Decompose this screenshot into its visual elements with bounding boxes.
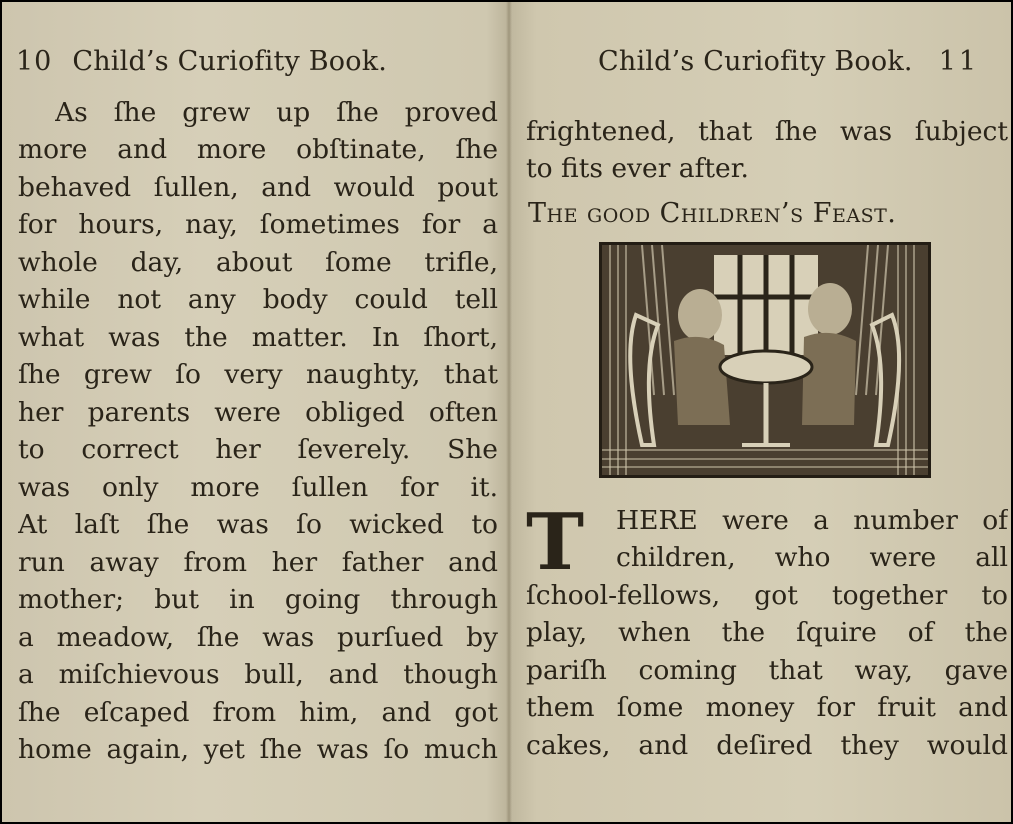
text-line: ſchool-fellows, got together to bbox=[526, 580, 1008, 611]
text-line: was only more ſullen for it. bbox=[18, 472, 498, 503]
text-line: As ſhe grew up ſhe proved bbox=[55, 97, 498, 128]
left-running-head bbox=[16, 46, 387, 77]
section-title: The good Children’s Feast. bbox=[528, 198, 897, 229]
text-line: HERE were a number of bbox=[616, 505, 1008, 536]
left-running-title: Child’s Curiofity Book. bbox=[72, 46, 388, 77]
text-line: behaved ſullen, and would pout bbox=[18, 172, 498, 203]
drop-cap: T bbox=[526, 497, 585, 588]
text-line: to fits ever after. bbox=[526, 153, 749, 184]
right-running-title: Child’s Curiofity Book. bbox=[598, 46, 913, 77]
text-line: while not any body could tell bbox=[18, 284, 498, 315]
text-line: for hours, nay, ſometimes for a bbox=[18, 209, 498, 240]
right-running-head bbox=[598, 46, 979, 77]
text-line: them ſome money for fruit and bbox=[526, 692, 1008, 723]
text-line: home again, yet ſhe was ſo much bbox=[18, 734, 498, 765]
text-line: children, who were all bbox=[616, 542, 1008, 573]
text-line: pariſh coming that way, gave bbox=[526, 655, 1008, 686]
left-page-number: 10 bbox=[16, 46, 53, 77]
text-line: a meadow, ſhe was purſued by bbox=[18, 622, 498, 653]
text-line: what was the matter. In ſhort, bbox=[18, 322, 498, 353]
woodcut-image bbox=[602, 245, 928, 475]
text-line: cakes, and deſired they would bbox=[526, 730, 1008, 761]
text-line: her parents were obliged often bbox=[18, 397, 498, 428]
left-page bbox=[2, 2, 506, 822]
right-page bbox=[512, 2, 1011, 822]
text-line: ſhe eſcaped from him, and got bbox=[18, 697, 498, 728]
text-line: whole day, about ſome trifle, bbox=[18, 247, 498, 278]
text-line: mother; but in going through bbox=[18, 584, 498, 615]
text-line: run away from her father and bbox=[18, 547, 498, 578]
text-line: a miſchievous bull, and though bbox=[18, 659, 498, 690]
text-line: more and more obſtinate, ſhe bbox=[18, 134, 498, 165]
text-line: frightened, that ſhe was ſubject bbox=[526, 116, 1008, 147]
text-line: to correct her ſeverely. She bbox=[18, 434, 498, 465]
book-spread bbox=[2, 2, 1011, 822]
text-line: play, when the ſquire of the bbox=[526, 617, 1008, 648]
right-page-number: 11 bbox=[938, 46, 980, 77]
woodcut-illustration bbox=[599, 242, 931, 478]
text-line: ſhe grew ſo very naughty, that bbox=[18, 359, 498, 390]
text-line: At laſt ſhe was ſo wicked to bbox=[18, 509, 498, 540]
